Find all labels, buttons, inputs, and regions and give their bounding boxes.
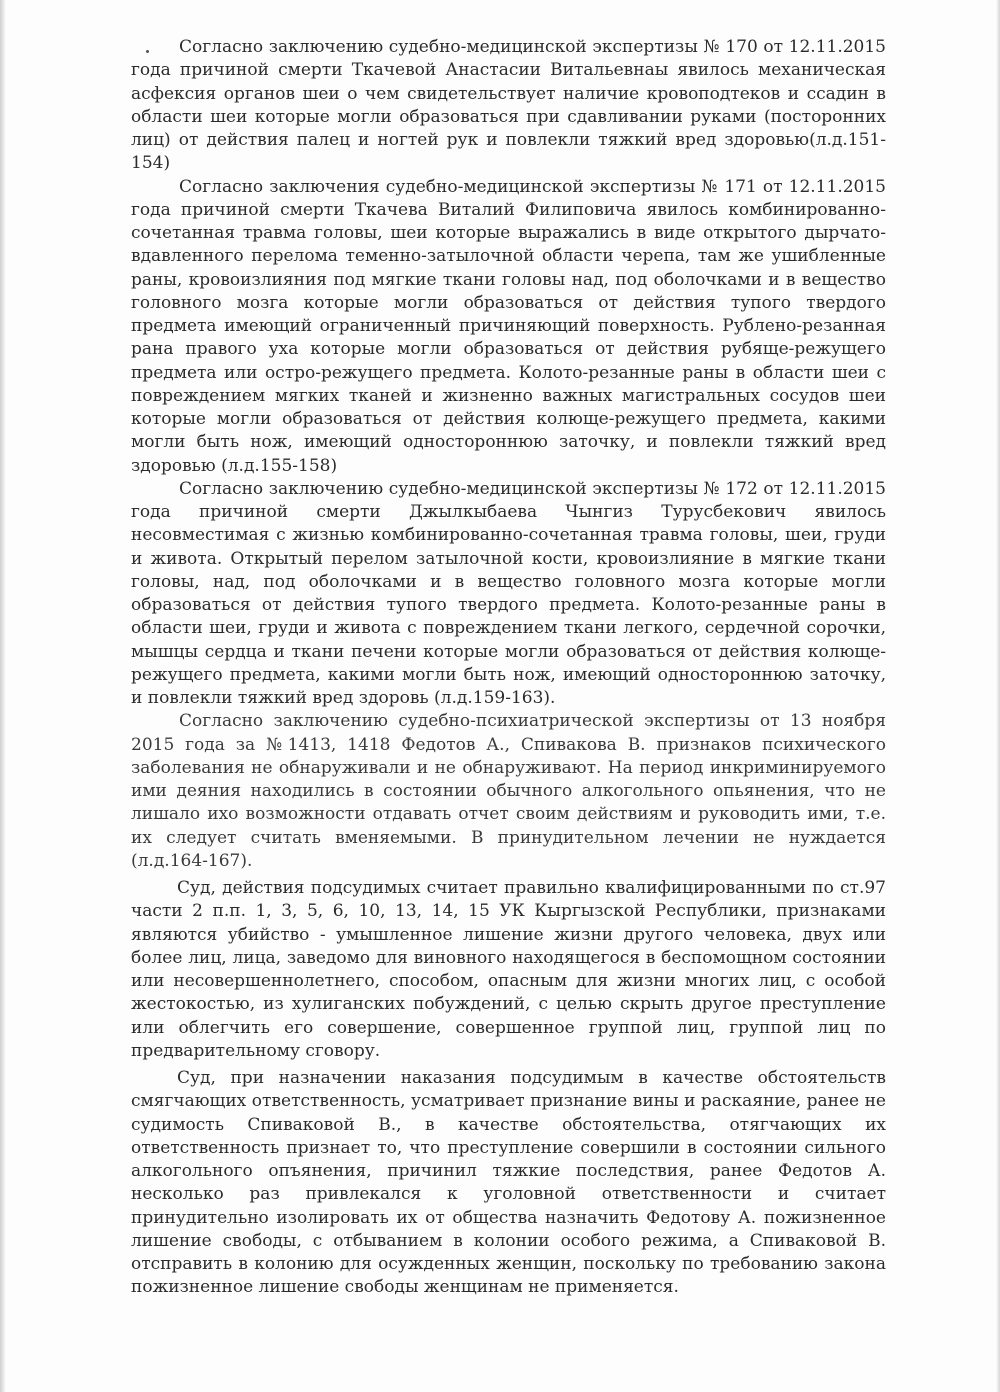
paragraph-expertise-172: Согласно заключению судебно-медицинской экспертизы № 172 от 12.11.2015 года причиной смерти Джылкыбаева Чынгиз Турусбекович явилось несовместимая с жизнью комбинированно-сочетанная травма головы, шеи, груди и живота. Открытый перелом затылочной кости, кровоизлияние в мягкие ткани головы, над, под оболочками и в вещество головного мозга которые могли образоваться от действия тупого твердого предмета. Колото-резанные раны в области шеи, груди и живота с повреждением ткани легкого, сердечной сорочки, мышцы сердца и ткани печени которые могли образоваться от действия колюще-режущего предмета, какими могли быть нож, имеющий одностороннюю заточку, и повлекли тяжкий вред здоровь (л.д.159-163). xyxy=(131,478,886,708)
paragraph-court-sentencing: Суд, при назначении наказания подсудимым в качестве обстоятельств смягчающих ответственность, усматривает признание вины и раскаяние, ранее не судимость Спиваковой В., в качестве обстоятельства, отягчающих их ответственность признает то, что преступление совершили в состоянии сильного алкогольного опъянения, причинил тяжкие последствия, ранее Федотов А. несколько раз привлекался к уголовной ответственности и считает принудительно изолировать их от общества назначить Федотову А. пожизненное лишение свободы, с отбыванием в колонии особого режима, а Спиваковой В. отсправить в колонию для осужденных женщин, поскольку по требованию закона пожизненное лишение свободы женщинам не применяется. xyxy=(131,1068,886,1298)
paragraph-expertise-171: Согласно заключения судебно-медицинской экспертизы № 171 от 12.11.2015 года причиной смерти Ткачева Виталий Филиповича явилось комбинированно-сочетанная травма головы, шеи которые выражались в виде открытого дырчато-вдавленного перелома теменно-затылочной области черепа, там же ушибленные раны, кровоизлияния под мягкие ткани головы над, под оболочками и в вещество головного мозга которые могли образоваться от действия тупого твердого предмета имеющий ограниченный причиняющий поверхность. Рублено-резанная рана правого уха которые могли образоваться от действия рубяще-режущего предмета или остро-режущего предмета. Колото-резанные раны в области шеи с повреждением мягких тканей и жизненно важных магистральных сосудов шеи которые могли образоваться от действия колюще-режущего предмета, какими могли быть нож, имеющий одностороннюю заточку, и повлекли тяжкий вред здоровью (л.д.155-158) xyxy=(131,176,886,476)
paragraph-psychiatric-expertise: Согласно заключению судебно-психиатрической экспертизы от 13 ноября 2015 года за №1413, 1418 Федотов А., Спивакова В. признаков психического заболевания не обнаруживали и не обнаруживают. На период инкриминируемого ими деяния находились в состоянии обычного алкогольного опьянения, что не лишало ихо возможности отдавать отчет своим действиям и руководить ими, т.е. их следует считать вменяемыми. В принудительном лечении не нуждается (л.д.164-167). xyxy=(131,711,886,871)
document-body xyxy=(131,36,886,1300)
paragraph-expertise-170: Согласно заключению судебно-медицинской экспертизы № 170 от 12.11.2015 года причиной смерти Ткачевой Анастасии Витальевнаы явилось механическая асфексия органов шеи о чем свидетельствует наличие кровоподтеков и ссадин в области шеи которые могли образоваться при сдавливании руками (посторонних лиц) от действия палец и ногтей рук и повлекли тяжкий вред здоровью(л.д.151-154) xyxy=(131,37,886,174)
scan-edge-right xyxy=(996,0,1000,1392)
paragraph-court-qualification: Суд, действия подсудимых считает правильно квалифицированными по ст.97 части 2 п.п. 1, 3, 5, 6, 10, 13, 14, 15 УК Кыргызской Республики, признаками являются убийство - умышленное лишение жизни другого человека, двух или более лиц, лица, заведомо для виновного находящегося в беспомощном состоянии или несовершеннолетнего, способом, опасным для жизни многих лиц, с особой жестокостью, из хулиганских побуждений, с целью скрыть другое преступление или облегчить его совершение, совершенное группой лиц, группой лиц по предварительному сговору. xyxy=(131,878,886,1061)
scan-edge-left xyxy=(0,0,6,1392)
